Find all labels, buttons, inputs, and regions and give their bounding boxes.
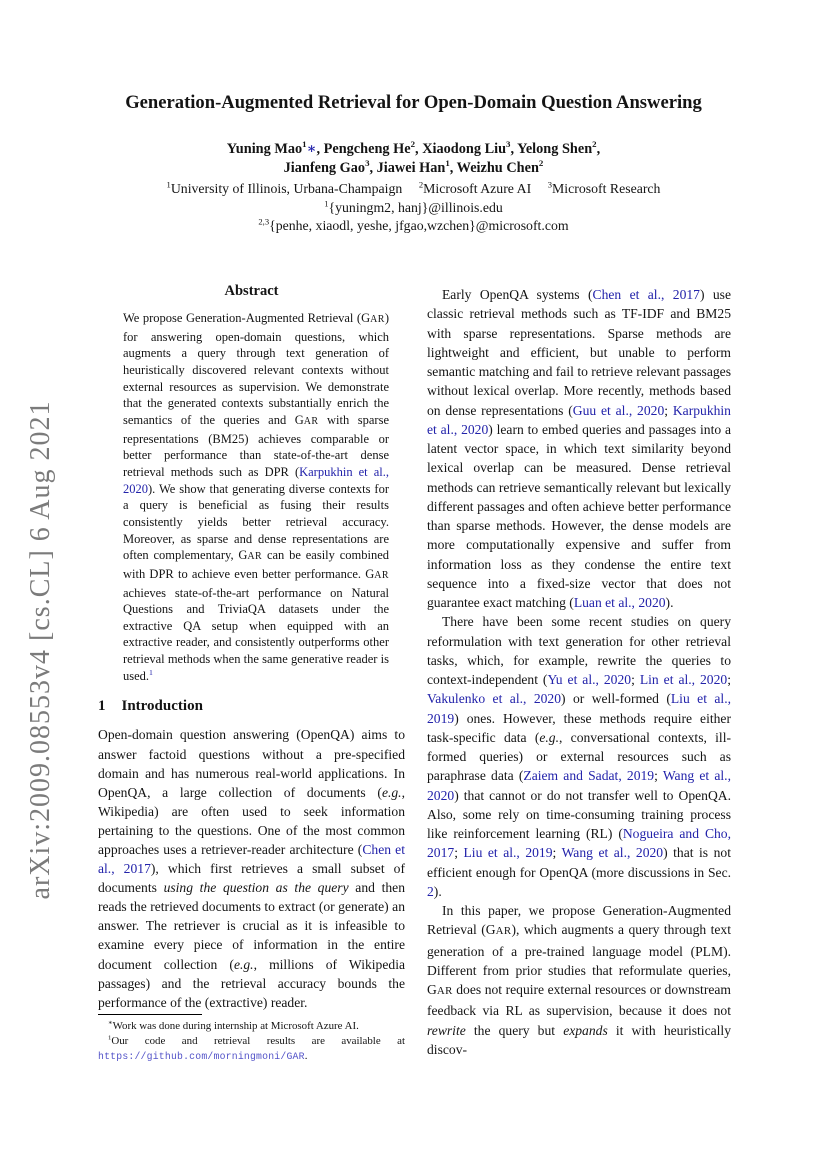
- paper-title: Generation-Augmented Retrieval for Open-Domain Question Answering: [125, 92, 702, 113]
- email-line-2: $^{2,3}${penhe, xiaodl, yeshe, jfgao,wzchen}@microsoft.com: [258, 216, 569, 233]
- citation-link[interactable]: Luan et al., 2020: [573, 595, 666, 610]
- citation-link[interactable]: Vakulenko et al., 2020: [427, 691, 562, 707]
- footnote-block: [98, 1014, 405, 1064]
- left-column: [98, 283, 405, 1012]
- citation-link[interactable]: Zaiem and Sadat, 2019: [523, 768, 655, 784]
- citation-link[interactable]: Liu et al., 2019: [427, 691, 731, 726]
- intro-paragraph: Open-domain question answering (OpenQA) aims to answer factoid questions without a pre-specified domain and has numerous real-world applications. In OpenQA, a large collection of documents (e.g., Wikipedia) are often used to seek information pertaining to the questions. One of the most common approaches uses a retriever-reader architecture (Chen et al., 2017), which first retrieves a small subset of documents using the question as the query and then reads the retrieved documents to extract (or generate) an answer. The retriever is crucial as it is infeasible to examine every piece of information in the entire document collection (e.g., millions of Wikipedia passages) and the retrieval accuracy bounds the performance of the (extractive) reader.: [98, 727, 405, 1010]
- footnote-rule: [98, 1014, 202, 1015]
- section-number: 1: [98, 698, 106, 715]
- citation-link[interactable]: Karpukhin et al., 2020: [123, 464, 389, 496]
- section-title: Introduction: [121, 698, 203, 715]
- arxiv-watermark: arXiv:2009.08553v4 [cs.CL] 6 Aug 2021: [25, 400, 56, 900]
- paragraph: Early OpenQA systems (Chen et al., 2017) use classic retrieval methods such as TF-IDF and BM25 with sparse representations. Sparse methods are lightweight and efficient, but unable to perform semantic matching and fail to retrieve relevant passages without lexical overlap. More recently, methods based on dense representations (Guu et al., 2020; Karpukhin et al., 2020) learn to embed queries and passages into a latent vector space, in which text similarity beyond lexical overlap can be measured. Dense retrieval methods can retrieve semantically relevant but lexically different passages and often achieve better performance than sparse methods. However, the dense models are more computationally expensive and suffer from information loss as they condense the entire text sequence into a fixed-size vector that does not guarantee exact matching (Luan et al., 2020).: [427, 287, 732, 610]
- section-heading-introduction: [98, 698, 405, 715]
- thanks-mark: ∗: [306, 141, 317, 157]
- abstract-heading: Abstract: [224, 283, 279, 299]
- paragraph: There have been some recent studies on query reformulation with text generation for other retrieval tasks, which, for example, rewrite the queries to context-independent (Yu et al., 2020; Lin et al., 2020; Vakulenko et al., 2020) or well-formed (Liu et al., 2019) ones. However, these methods require either task-specific data (e.g., conversational contexts, ill-formed queries) or external resources such as paraphrase data (Zaiem and Sadat, 2019; Wang et al., 2020) that cannot or do not transfer well to OpenQA. Also, some rely on time-consuming training process like reinforcement learning (RL) (Nogueira and Cho, 2017; Liu et al., 2019; Wang et al., 2020) that is not efficient enough for OpenQA (more discussions in Sec. 2).: [427, 614, 731, 899]
- footnote-thanks: ∗Work was done during internship at Microsoft Azure AI.: [108, 1019, 359, 1032]
- citation-link[interactable]: Guu et al., 2020: [572, 402, 665, 418]
- author-line-1: Yuning Mao$^1$∗, Pengcheng He$^2$, Xiaodong Liu$^3$, Yelong Shen$^2$,: [226, 139, 601, 157]
- affiliation-line: $^1$University of Illinois, Urbana-Champaign $^2$Microsoft Azure AI $^3$Microsoft Research: [166, 179, 661, 196]
- repo-url-link[interactable]: https://github.com/morningmoni/GAR: [98, 1050, 305, 1062]
- citation-link[interactable]: Chen et al., 2017: [98, 842, 405, 877]
- author-line-2: Jianfeng Gao$^3$, Jiawei Han$^1$, Weizhu Chen$^2$: [283, 158, 544, 176]
- citation-link[interactable]: Lin et al., 2020: [639, 672, 728, 687]
- citation-link[interactable]: Wang et al., 2020: [427, 768, 731, 803]
- citation-link[interactable]: Chen et al., 2017: [592, 287, 700, 302]
- section-ref-link[interactable]: 2: [427, 883, 434, 899]
- right-column: [427, 285, 731, 1059]
- citation-link[interactable]: Nogueira and Cho, 2017: [427, 826, 731, 861]
- abstract-text: We propose Generation-Augmented Retrieval (GAR) for answering open-domain questions, which augments a query through text generation of heuristically discovered relevant contexts without external resources as supervision. We demonstrate that the generated contexts substantially enrich the semantics of the queries and GAR with sparse representations (BM25) achieves comparable or better performance than state-of-the-art dense retrieval methods such as DPR (Karpukhin et al., 2020). We show that generating diverse contexts for a query is beneficial as fusing their results consistently yields better retrieval accuracy. Moreover, as sparse and dense representations are often complementary, GAR can be easily combined with DPR to achieve even better performance. GAR achieves state-of-the-art performance on Natural Questions and TriviaQA datasets under the extractive QA setup when equipped with an extractive reader, and consistently outperforms other retrieval methods when the same generative reader is used.$^1$: [123, 311, 389, 683]
- citation-link[interactable]: Yu et al., 2020: [547, 672, 632, 687]
- citation-link[interactable]: Wang et al., 2020: [561, 845, 664, 861]
- citation-link[interactable]: Liu et al., 2019: [463, 845, 553, 861]
- paragraph: In this paper, we propose Generation-Augmented Retrieval (GAR), which augments a query through text generation of a pre-trained language model (PLM). Different from prior studies that reformulate queries, GAR does not require external resources or downstream feedback via RL as supervision, because it does not rewrite the query but expands it with heuristically discov-: [427, 903, 732, 1057]
- footnote-code: $^1$Our code and retrieval results are available at https://github.com/morningmoni/GAR.: [98, 1034, 405, 1062]
- citation-link[interactable]: Karpukhin et al., 2020: [427, 402, 731, 437]
- email-line-1: $^1${yuningm2, hanj}@illinois.edu: [324, 198, 503, 215]
- footnote-ref[interactable]: 1: [149, 667, 153, 677]
